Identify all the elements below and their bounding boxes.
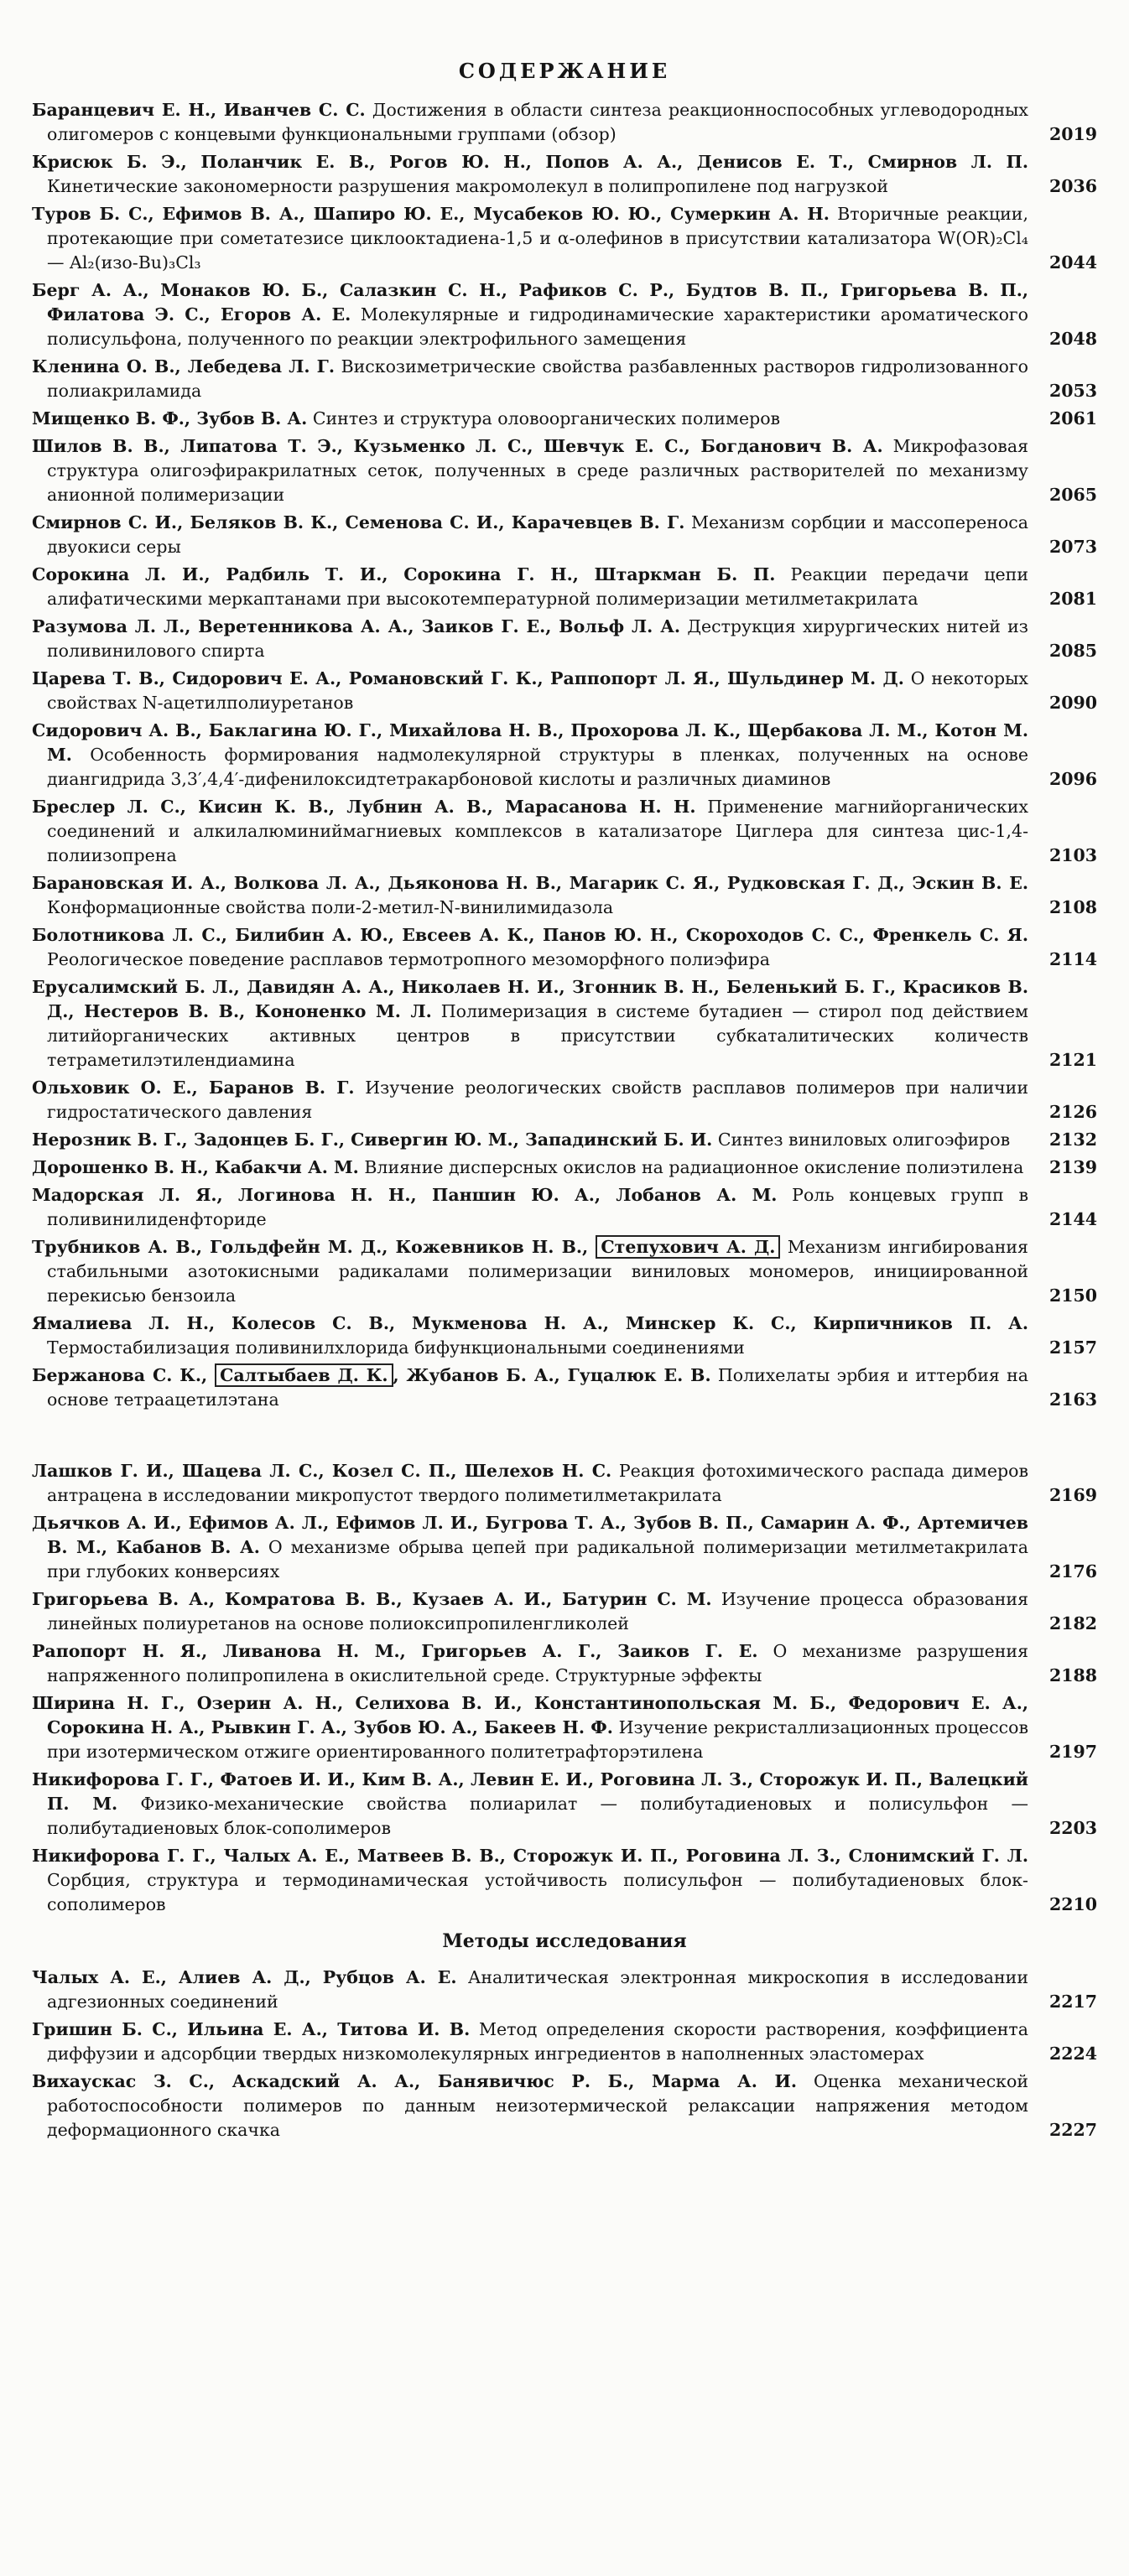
- entry-authors: Мадорская Л. Я., Логинова Н. Н., Паншин Ю. А., Лобанов А. М.: [32, 1185, 778, 1205]
- entry-authors: Гришин Б. С., Ильина Е. А., Титова И. В.: [32, 2019, 471, 2039]
- entry-page-number: 2019: [1048, 124, 1097, 144]
- toc-entry: [32, 1128, 1097, 1152]
- entry-page-number: 2053: [1048, 381, 1097, 401]
- entry-page-number: 2182: [1048, 1613, 1097, 1633]
- entry-authors: Царева Т. В., Сидорович Е. А., Романовский Г. К., Раппопорт Л. Я., Шульдинер М. Д.: [32, 668, 904, 688]
- entry-text: [32, 1639, 1028, 1688]
- toc-entry: [32, 1235, 1097, 1308]
- toc-entry: [32, 1311, 1097, 1360]
- toc-entry: [32, 407, 1097, 431]
- entry-text: [32, 1966, 1028, 2014]
- entry-page-number: 2090: [1048, 693, 1097, 713]
- toc-entry: [32, 1844, 1097, 1917]
- section-heading: Методы исследования: [442, 1930, 687, 1952]
- toc-entry: [32, 1363, 1097, 1412]
- entry-title: Термостабилизация поливинилхлорида бифункциональными соединениями: [47, 1337, 745, 1358]
- entry-title: Деструкция хирургических нитей из поливинилового спирта: [47, 616, 1028, 661]
- toc-entry: [32, 871, 1097, 920]
- entry-page-number: 2121: [1048, 1050, 1097, 1070]
- entry-page-number: 2114: [1048, 949, 1097, 969]
- entry-authors: Ольховик О. Е., Баранов В. Г.: [32, 1078, 355, 1098]
- entry-text: [32, 1128, 1028, 1152]
- page-title: СОДЕРЖАНИЕ: [458, 59, 671, 83]
- entry-page-number: 2085: [1048, 641, 1097, 661]
- entry-page-number: 2169: [1048, 1485, 1097, 1505]
- entry-title: Изучение процесса образования линейных полиуретанов на основе полиоксипропиленгликолей: [47, 1589, 1029, 1633]
- toc-entry: [32, 1768, 1097, 1841]
- entry-authors: Лашков Г. И., Шацева Л. С., Козел С. П., Шелехов Н. С.: [32, 1461, 612, 1481]
- entry-title: О механизме разрушения напряженного полипропилена в окислительной среде. Структурные эффекты: [47, 1641, 1028, 1685]
- entry-text: [32, 150, 1028, 199]
- toc-entry: [32, 1183, 1097, 1232]
- entry-text: [32, 511, 1028, 559]
- entry-text: [32, 2018, 1028, 2066]
- entry-authors: Никифорова Г. Г., Фатоев И. И., Ким В. А., Левин Е. И., Роговина Л. З., Сторожук И. П., Валецкий П. М.: [32, 1769, 1028, 1814]
- entry-title: Аналитическая электронная микроскопия в исследовании адгезионных соединений: [47, 1967, 1028, 2012]
- toc-entry: [32, 1587, 1097, 1636]
- entry-title: Конформационные свойства поли-2-метил-N-винилимидазола: [47, 897, 614, 917]
- table-of-contents: [32, 50, 1097, 2146]
- toc-entry: [32, 563, 1097, 611]
- entry-title: Вискозиметрические свойства разбавленных растворов гидролизованного полиакриламида: [47, 356, 1028, 401]
- entry-page-number: 2163: [1048, 1389, 1097, 1410]
- entry-authors: Сидорович А. В., Баклагина Ю. Г., Михайлова Н. В., Прохорова Л. К., Щербакова Л. М., Котон М. М.: [32, 720, 1028, 765]
- entry-text: [32, 871, 1028, 920]
- entry-page-number: 2210: [1048, 1894, 1097, 1914]
- entry-title: Полихелаты эрбия и иттербия на основе тетраацетилэтана: [47, 1365, 1028, 1410]
- toc-entry: [32, 2070, 1097, 2142]
- entry-text: [32, 1844, 1028, 1917]
- toc-entry: [32, 511, 1097, 559]
- entry-title: Изучение реологических свойств расплавов полимеров при наличии гидростатического давления: [47, 1078, 1028, 1122]
- entry-title: Вторичные реакции, протекающие при сометатезисе циклооктадиена-1,5 и α-олефинов в присутствии катализатора W(OR)₂Cl₄ — Al₂(изо-Bu)₃Cl₃: [47, 204, 1028, 273]
- toc-entry: [32, 434, 1097, 507]
- entry-title: Роль концевых групп в поливинилиденфториде: [47, 1185, 1028, 1229]
- entry-text: [32, 355, 1028, 403]
- entry-title: Применение магнийорганических соединений и алкилалюминиймагниевых комплексов в катализаторе Циглера для синтеза цис-1,4-полиизопрена: [47, 797, 1028, 865]
- entry-page-number: 2065: [1048, 485, 1097, 505]
- entry-authors: Шилов В. В., Липатова Т. Э., Кузьменко Л. С., Шевчук Е. С., Богданович В. А.: [32, 436, 883, 456]
- contents-group-2: [32, 1459, 1097, 1917]
- toc-entry: [32, 1076, 1097, 1124]
- entry-text: [32, 202, 1028, 275]
- entry-page-number: 2197: [1048, 1742, 1097, 1762]
- entry-authors: Трубников А. В., Гольдфейн М. Д., Кожевников Н. В.,: [32, 1237, 596, 1257]
- entry-title: Оценка механической работоспособности полимеров по данным неизотермической релаксации напряжения методом деформационного скачка: [47, 2071, 1028, 2140]
- entry-page-number: 2096: [1048, 769, 1097, 789]
- entry-authors: Мищенко В. Ф., Зубов В. А.: [32, 408, 308, 428]
- entry-authors: Чалых А. Е., Алиев А. Д., Рубцов А. Е.: [32, 1967, 457, 1987]
- toc-entry: [32, 1966, 1097, 2014]
- entry-title: Особенность формирования надмолекулярной структуры в пленках, полученных на основе диангидрида 3,3′,4,4′-дифенилоксидтетракарбоновой кислоты и различных диаминов: [47, 745, 1028, 789]
- entry-authors: Ямалиева Л. Н., Колесов С. В., Мукменова Н. А., Минскер К. С., Кирпичников П. А.: [32, 1313, 1028, 1333]
- entry-page-number: 2073: [1048, 537, 1097, 557]
- toc-entry: [32, 615, 1097, 663]
- entry-text: [32, 2070, 1028, 2142]
- entry-authors: Сорокина Л. И., Радбиль Т. И., Сорокина Г. Н., Штаркман Б. П.: [32, 564, 776, 584]
- entry-text: [32, 795, 1028, 868]
- group-spacer: [32, 1415, 1097, 1459]
- entry-title: Кинетические закономерности разрушения макромолекул в полипропилене под нагрузкой: [47, 176, 888, 196]
- entry-text: [32, 1511, 1028, 1584]
- entry-title: Микрофазовая структура олигоэфиракрилатных сеток, полученных в среде различных растворителей по механизму анионной полимеризации: [47, 436, 1028, 505]
- entry-text: [32, 1587, 1028, 1636]
- entry-text: [32, 719, 1028, 792]
- entry-authors: Барановская И. А., Волкова Л. А., Дьяконова Н. В., Магарик С. Я., Рудковская Г. Д., Эскин В. Е.: [32, 873, 1028, 893]
- entry-page-number: 2126: [1048, 1102, 1097, 1122]
- toc-entry: [32, 975, 1097, 1072]
- entry-title: Реологическое поведение расплавов термотропного мезоморфного полиэфира: [47, 949, 770, 969]
- entry-authors: Крисюк Б. Э., Поланчик Е. В., Рогов Ю. Н., Попов А. А., Денисов Е. Т., Смирнов Л. П.: [32, 152, 1028, 172]
- entry-page-number: 2103: [1048, 845, 1097, 865]
- entry-text: [32, 1183, 1028, 1232]
- entry-page-number: 2150: [1048, 1285, 1097, 1306]
- entry-text: [32, 1768, 1028, 1841]
- entry-text: [32, 1363, 1028, 1412]
- entry-title: Метод определения скорости растворения, коэффициента диффузии и адсорбции твердых низкомолекулярных ингредиентов в наполненных эластомерах: [47, 2019, 1028, 2064]
- entry-page-number: 2044: [1048, 252, 1097, 273]
- entry-text: [32, 98, 1028, 147]
- entry-authors: Григорьева В. А., Комратова В. В., Кузаев А. И., Батурин С. М.: [32, 1589, 712, 1609]
- entry-authors: Болотникова Л. С., Билибин А. Ю., Евсеев А. К., Панов Ю. Н., Скороходов С. С., Френкель С. Я.: [32, 925, 1028, 945]
- entry-title: О механизме обрыва цепей при радикальной полимеризации метилметакрилата при глубоких конверсиях: [47, 1537, 1028, 1581]
- toc-entry: [32, 1156, 1097, 1180]
- entry-text: [32, 278, 1028, 351]
- entry-authors: Бреслер Л. С., Кисин К. В., Лубнин А. В., Марасанова Н. Н.: [32, 797, 696, 817]
- entry-page-number: 2036: [1048, 176, 1097, 196]
- entry-title: Изучение рекристаллизационных процессов при изотермическом отжиге ориентированного политетрафторэтилена: [47, 1717, 1028, 1762]
- contents-group-3: [32, 1966, 1097, 2142]
- entry-text: [32, 1156, 1028, 1180]
- entry-text: [32, 923, 1028, 972]
- entry-page-number: 2108: [1048, 897, 1097, 917]
- entry-text: [32, 1076, 1028, 1124]
- toc-entry: [32, 667, 1097, 715]
- toc-entry: [32, 923, 1097, 972]
- entry-page-number: 2081: [1048, 589, 1097, 609]
- entry-authors: Баранцевич Е. Н., Иванчев С. С.: [32, 100, 366, 120]
- entry-text: [32, 667, 1028, 715]
- entry-title: Механизм ингибирования стабильными азотокисными радикалами полимеризации виниловых мономеров, инициированной перекисью бензоила: [47, 1237, 1028, 1306]
- entry-text: [32, 563, 1028, 611]
- entry-page-number: 2144: [1048, 1209, 1097, 1229]
- toc-entry: [32, 1639, 1097, 1688]
- entry-page-number: 2132: [1048, 1130, 1097, 1150]
- entry-title: Влияние дисперсных окислов на радиационное окисление полиэтилена: [364, 1157, 1024, 1177]
- entry-authors-boxed: Салтыбаев Д. К.: [215, 1363, 393, 1387]
- toc-entry: [32, 355, 1097, 403]
- entry-title: Молекулярные и гидродинамические характеристики ароматического полисульфона, полученного по реакции электрофильного замещения: [47, 304, 1028, 349]
- entry-title: О некоторых свойствах N-ацетилполиуретанов: [47, 668, 1028, 713]
- entry-title: Сорбция, структура и термодинамическая устойчивость полисульфон — полибутадиеновых блок-сополимеров: [47, 1870, 1028, 1914]
- entry-text: [32, 434, 1028, 507]
- entry-authors: Туров Б. С., Ефимов В. А., Шапиро Ю. Е., Мусабеков Ю. Ю., Сумеркин А. Н.: [32, 204, 830, 224]
- contents-group-1: [32, 98, 1097, 1412]
- entry-title: Механизм сорбции и массопереноса двуокиси серы: [47, 512, 1028, 557]
- entry-text: [32, 1459, 1028, 1508]
- entry-page-number: 2224: [1048, 2044, 1097, 2064]
- entry-title: Синтез и структура оловоорганических полимеров: [312, 408, 781, 428]
- entry-title: Реакции передачи цепи алифатическими меркаптанами при высокотемпературной полимеризации метилметакрилата: [47, 564, 1028, 609]
- entry-text: [32, 615, 1028, 663]
- entry-authors: Ерусалимский Б. Л., Давидян А. А., Николаев Н. И., Згонник В. Н., Беленький Б. Г., Красиков В. Д., Нестеров В. В., Кононенко М. Л.: [32, 977, 1028, 1021]
- entry-page-number: 2157: [1048, 1337, 1097, 1358]
- entry-title: Реакция фотохимического распада димеров антрацена в исследовании микропустот твердого полиметилметакрилата: [47, 1461, 1028, 1505]
- toc-entry: [32, 795, 1097, 868]
- entry-authors: Вихаускас З. С., Аскадский А. А., Банявичюс Р. Б., Марма А. И.: [32, 2071, 797, 2091]
- toc-entry: [32, 2018, 1097, 2066]
- entry-title: Полимеризация в системе бутадиен — стирол под действием литийорганических активных центров в присутствии субкаталитических количеств тетраметилэтилендиамина: [47, 1001, 1028, 1070]
- entry-authors: Дьячков А. И., Ефимов А. Л., Ефимов Л. И., Бугрова Т. А., Зубов В. П., Самарин А. Ф., Артемичев В. М., Кабанов В. А.: [32, 1513, 1028, 1557]
- entry-text: [32, 1235, 1028, 1308]
- entry-text: [32, 975, 1028, 1072]
- entry-authors: Разумова Л. Л., Веретенникова А. А., Заиков Г. Е., Вольф Л. А.: [32, 616, 681, 636]
- entry-authors: Ширина Н. Г., Озерин А. Н., Селихова В. И., Константинопольская М. Б., Федорович Е. А., Сорокина Н. А., Рывкин Г. А., Зубов Ю. А., Бакеев Н. Ф.: [32, 1693, 1028, 1737]
- entry-page-number: 2061: [1048, 408, 1097, 428]
- entry-page-number: 2139: [1048, 1157, 1097, 1177]
- toc-entry: [32, 278, 1097, 351]
- entry-title: Достижения в области синтеза реакционноспособных углеводородных олигомеров с концевыми функциональными группами (обзор): [47, 100, 1028, 144]
- toc-entry: [32, 1459, 1097, 1508]
- entry-authors: Кленина О. В., Лебедева Л. Г.: [32, 356, 335, 377]
- entry-page-number: 2176: [1048, 1561, 1097, 1581]
- entry-text: [32, 1311, 1028, 1360]
- entry-page-number: 2203: [1048, 1818, 1097, 1838]
- entry-authors: Бержанова С. К.,: [32, 1365, 216, 1385]
- entry-page-number: 2188: [1048, 1665, 1097, 1685]
- toc-entry: [32, 150, 1097, 199]
- entry-authors: Смирнов С. И., Беляков В. К., Семенова С. И., Карачевцев В. Г.: [32, 512, 685, 532]
- entry-authors: Рапопорт Н. Я., Ливанова Н. М., Григорьев А. Г., Заиков Г. Е.: [32, 1641, 758, 1661]
- entry-authors: Никифорова Г. Г., Чалых А. Е., Матвеев В. В., Сторожук И. П., Роговина Л. З., Слонимский Г. Л.: [32, 1846, 1028, 1866]
- toc-entry: [32, 98, 1097, 147]
- entry-page-number: 2227: [1048, 2120, 1097, 2140]
- entry-authors: Нерозник В. Г., Задонцев Б. Г., Сивергин Ю. М., Западинский Б. И.: [32, 1130, 713, 1150]
- toc-entry: [32, 1691, 1097, 1764]
- toc-entry: [32, 719, 1097, 792]
- entry-text: [32, 407, 1028, 431]
- entry-title: Физико-механические свойства полиарилат — полибутадиеновых и полисульфон — полибутадиеновых блок-сополимеров: [47, 1794, 1028, 1838]
- toc-entry: [32, 1511, 1097, 1584]
- entry-page-number: 2217: [1048, 1992, 1097, 2012]
- entry-text: [32, 1691, 1028, 1764]
- entry-authors-boxed: Степухович А. Д.: [596, 1235, 780, 1259]
- entry-authors: Берг А. А., Монаков Ю. Б., Салазкин С. Н., Рафиков С. Р., Будтов В. П., Григорьева В. П., Филатова Э. С., Егоров А. Е.: [32, 280, 1028, 325]
- entry-authors: Дорошенко В. Н., Кабакчи А. М.: [32, 1157, 359, 1177]
- entry-title: Синтез виниловых олигоэфиров: [717, 1130, 1011, 1150]
- entry-authors: , Жубанов Б. А., Гуцалюк Е. В.: [393, 1365, 711, 1385]
- entry-page-number: 2048: [1048, 329, 1097, 349]
- toc-entry: [32, 202, 1097, 275]
